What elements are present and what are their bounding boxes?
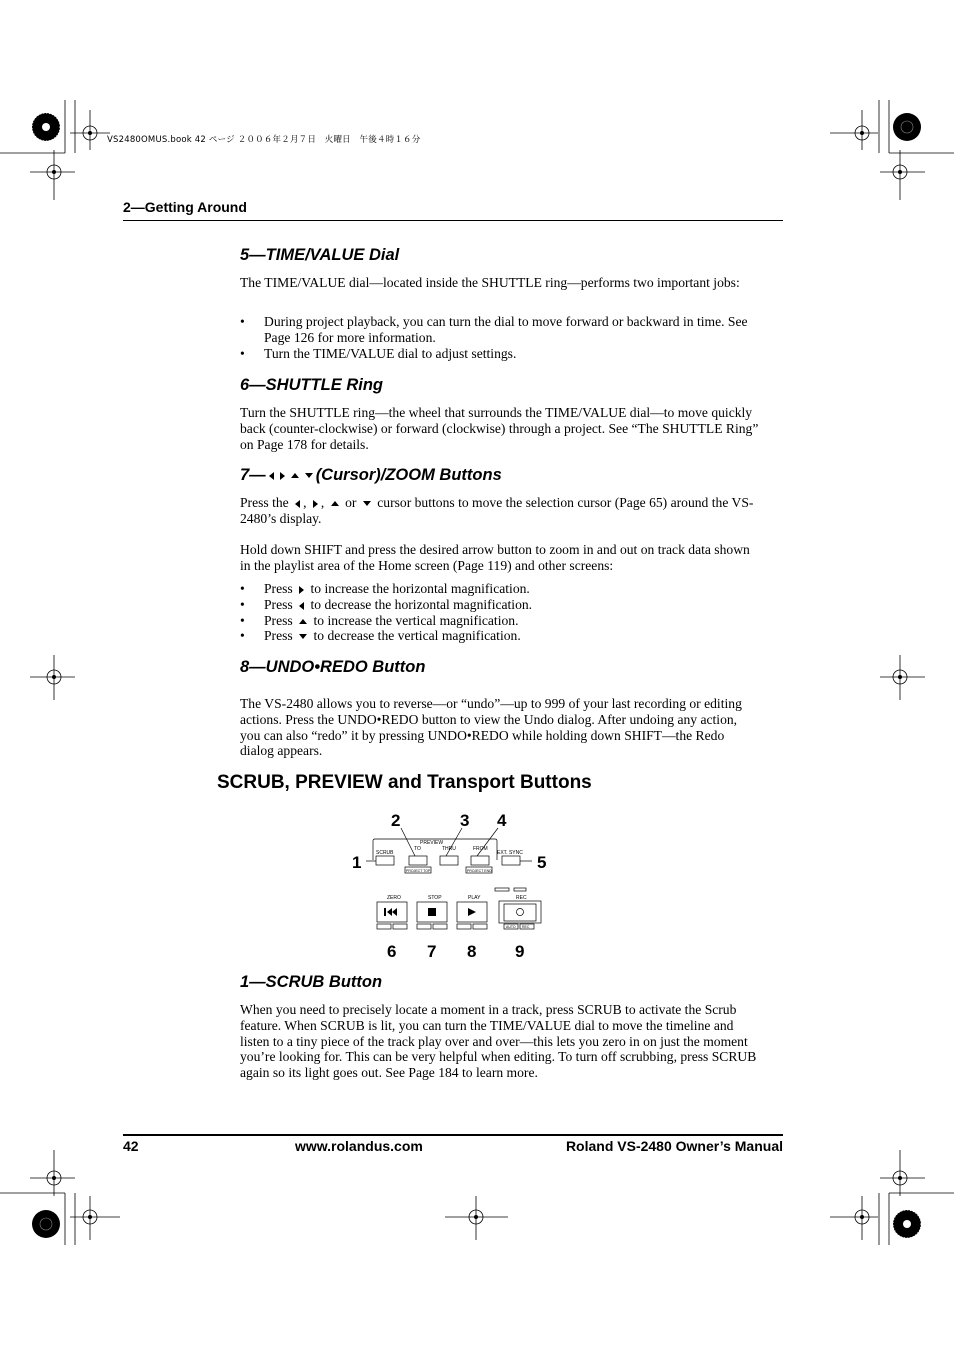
right-arrow-icon <box>313 500 318 508</box>
main-heading: SCRUB, PREVIEW and Transport Buttons <box>217 772 592 793</box>
callout-2: 2 <box>391 811 401 830</box>
right-arrow-icon <box>280 472 285 480</box>
up-arrow-icon <box>331 501 339 506</box>
header-rule <box>123 220 783 221</box>
scrub-button-text: When you need to precisely locate a moment in a track, press SCRUB to activate the Scrub feature. When SCRUB is lit, you can turn the TIME/VALUE dial to move the timeline and listen to a tiny piece of the track play over and over—this lets you zero in on just the moment you’re looking for. This can be very helpful when editing. To turn off scrubbing, press SCRUB again so its light goes out. See Page 184 to learn more. <box>240 1002 757 1081</box>
manual-title: Roland VS-2480 Owner’s Manual <box>565 1138 783 1154</box>
auto-label: AUTO <box>506 925 516 929</box>
section-heading-scrub-button: 1—SCRUB Button <box>240 973 383 991</box>
rec-small-label: REC <box>522 925 530 929</box>
thru-label: THRU <box>442 846 456 852</box>
ext-sync-label: EXT. SYNC <box>497 850 523 856</box>
cursor-paragraph: Press the , , or cursor buttons to move the selection cursor (Page 65) around the VS-2480’s display. <box>240 495 754 526</box>
to-label: TO <box>414 846 421 852</box>
callout-1: 1 <box>352 853 362 872</box>
callout-6: 6 <box>387 942 397 961</box>
transport-buttons-diagram <box>340 808 560 963</box>
shuttle-ring-text: Turn the SHUTTLE ring—the wheel that surrounds the TIME/VALUE dial—to move quickly back (counter-clockwise) or forward (clockwise) through a project. See “The SHUTTLE Ring” on Page 178 for details. <box>240 405 759 452</box>
from-label: FROM <box>473 846 488 852</box>
play-label: PLAY <box>468 895 481 901</box>
website: www.rolandus.com <box>295 1138 423 1154</box>
section-heading-time-value-dial: 5—TIME/VALUE Dial <box>240 246 400 264</box>
manual-page: VS2480OMUS.book 42 ページ ２００６年２月７日 火曜日 午後４時１６分 2—Getting Around 5—TIME/VALUE Dial The TIME/VALUE dial—located inside the SHUTTLE ring—performs two important jobs: • During project playback, you can turn the dial to move forward or backward in time. See Page 126 for more information. • Turn the TIME/VALUE dial to adjust settings. 6—SHUTTLE Ring Turn the SHUTTLE ring—the wheel that surrounds the TIME/VALUE dial—to move quickly back (counter-clockwise) or forward (clockwise) through a project. See “The SHUTTLE Ring” on Page 178 for details. 7— (Cursor)/ZOOM Buttons Press the , , or cursor buttons to move the selection cursor (Page 65) around the VS-2480’s display. Hold down SHIFT and press the desired arrow button to zoom in and out on track data shown in the playlist area of the Home screen (Page 119) and other screens: • Press to increase the horizontal magnification. • Press to decrease the horizontal magnification. • Press to increase the vertical magnification. • Press to decrease the vertical magnification. 8—UNDO•REDO Button The VS-2480 allows you to reverse—or “undo”—up to 999 of your last recording or editing actions. Press the UNDO•REDO button to view the Undo dialog. After undoing any action, you can also “redo” it by pressing UNDO•REDO while holding down SHIFT—the Redo dialog appears. SCRUB, PREVIEW and Transport Buttons PREVIEW SCRUB TO THRU FROM EXT. SYNC PROJECT TOP PROJECT END ZERO STOP PLAY REC AUTO REC 1 2 3 4 5 6 7 8 9 1—SCRUB Button When you need to precisely locate a moment in a track, press SCRUB to activate the Scrub feature. When SCRUB is lit, you can turn the TIME/VALUE dial to move the timeline and listen to a tiny piece of the track play over and over—this lets you zero in on just the moment you’re looking for. This can be very helpful when editing. To turn off scrubbing, press SCRUB again so its light goes out. See Page 184 to learn more. 42 www.rolandus.com Roland VS-2480 Owner’s Manual <box>0 0 954 1351</box>
up-arrow-icon <box>291 473 299 478</box>
callout-9: 9 <box>515 942 525 961</box>
callout-4: 4 <box>497 811 507 830</box>
section-heading-cursor-zoom: 7— (Cursor)/ZOOM Buttons <box>240 466 502 484</box>
rec-label: REC <box>516 895 527 901</box>
left-arrow-icon <box>269 472 274 480</box>
stop-label: STOP <box>428 895 442 901</box>
running-head: 2—Getting Around <box>123 199 247 215</box>
section-heading-undo-redo: 8—UNDO•REDO Button <box>240 658 426 676</box>
preview-label: PREVIEW <box>420 840 444 846</box>
callout-5: 5 <box>537 853 547 872</box>
footer-rule <box>123 1134 783 1136</box>
up-arrow-icon <box>299 619 307 624</box>
project-end-label: PROJECT END <box>467 869 492 873</box>
left-arrow-icon <box>299 602 304 610</box>
callout-7: 7 <box>427 942 437 961</box>
section-heading-shuttle-ring: 6—SHUTTLE Ring <box>240 376 383 394</box>
zoom-paragraph: Hold down SHIFT and press the desired arrow button to zoom in and out on track data shown in the playlist area of the Home screen (Page 119) and other screens: <box>240 542 750 573</box>
scrub-label: SCRUB <box>376 850 394 856</box>
down-arrow-icon <box>299 634 307 639</box>
print-info: VS2480OMUS.book 42 ページ ２００６年２月７日 火曜日 午後４時１６分 <box>107 135 421 145</box>
page-number: 42 <box>123 1138 139 1154</box>
down-arrow-icon <box>363 501 371 506</box>
callout-8: 8 <box>467 942 477 961</box>
zero-label: ZERO <box>387 895 401 901</box>
undo-redo-text: The VS-2480 allows you to reverse—or “undo”—up to 999 of your last recording or editing actions. Press the UNDO•REDO button to view the Undo dialog. After undoing any action, you can also “redo” it by pressing UNDO•REDO while holding down SHIFT—the Redo dialog appears. <box>240 696 742 759</box>
right-arrow-icon <box>299 586 304 594</box>
left-arrow-icon <box>295 500 300 508</box>
project-top-label: PROJECT TOP <box>406 869 431 873</box>
callout-3: 3 <box>460 811 470 830</box>
time-value-intro: The TIME/VALUE dial—located inside the SHUTTLE ring—performs two important jobs: <box>240 275 740 290</box>
down-arrow-icon <box>305 473 313 478</box>
